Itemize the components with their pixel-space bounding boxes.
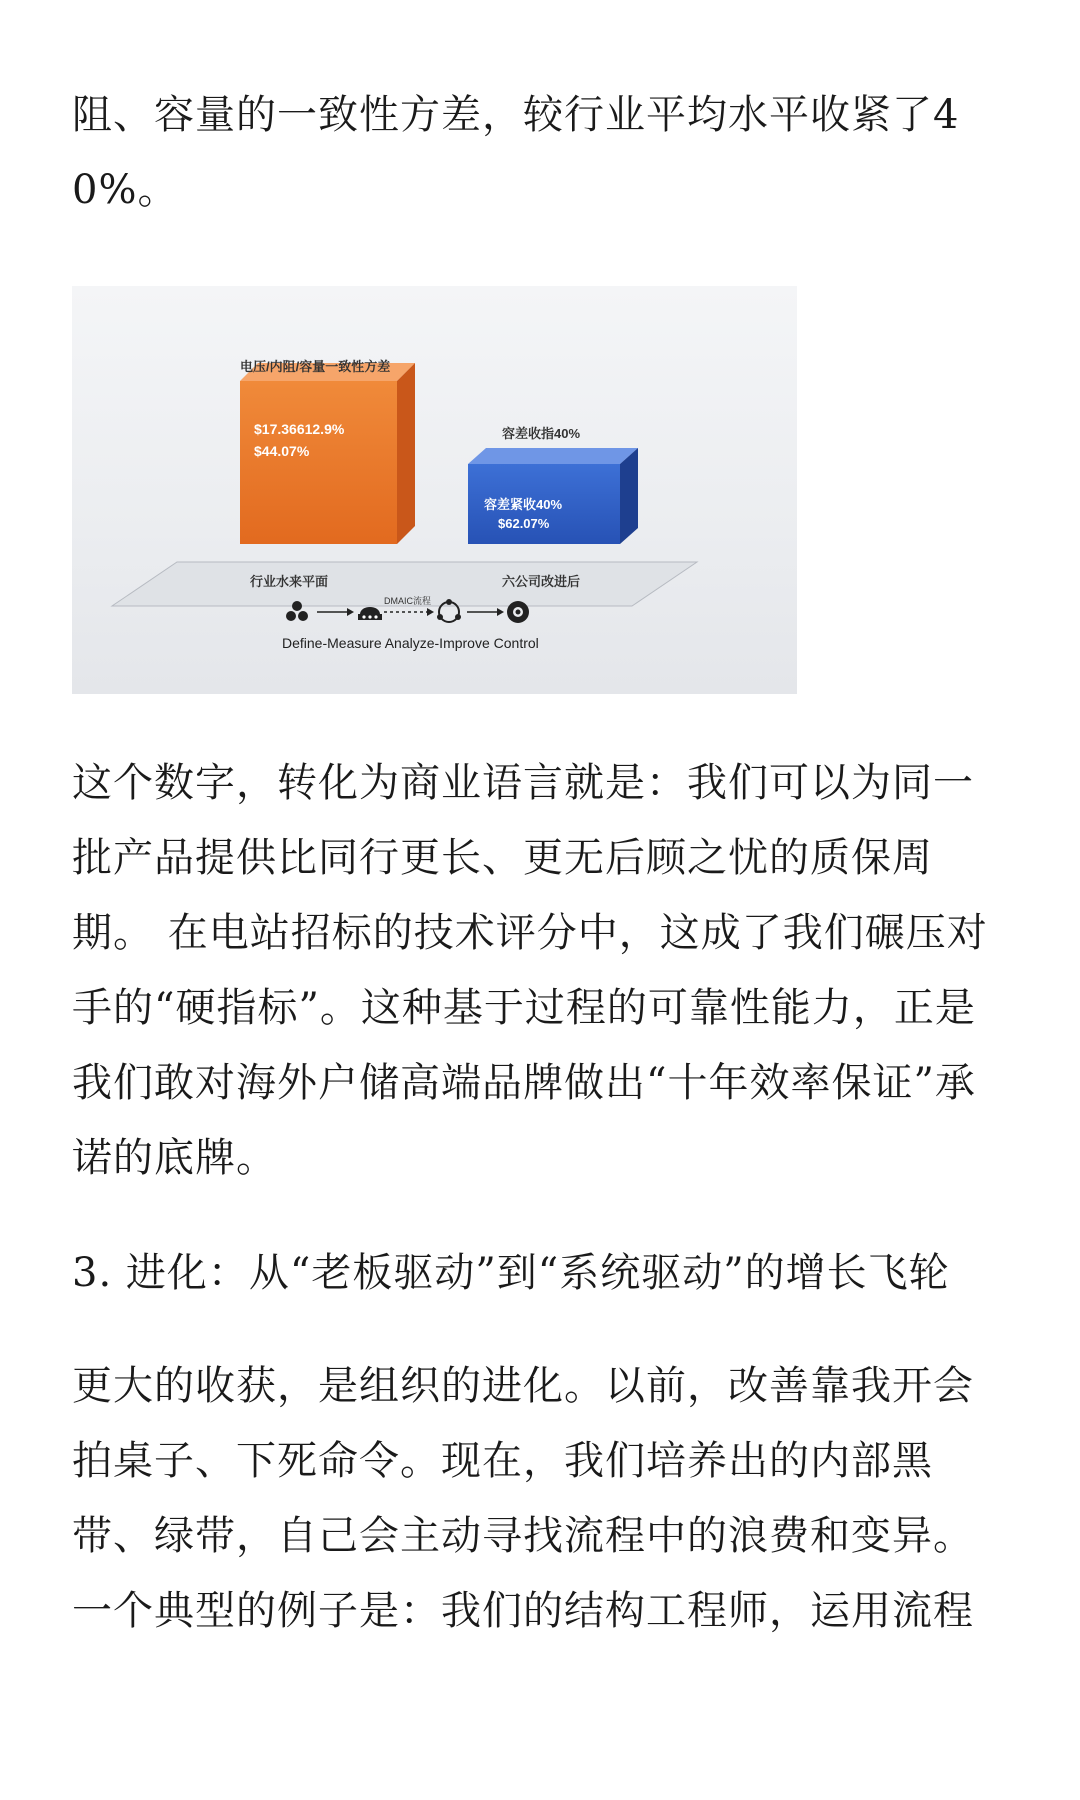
team-icon <box>358 607 382 620</box>
paragraph-evolution: 更大的收获，是组织的进化。以前，改善靠我开会拍桌子、下死命令。现在，我们培养出的内部黑带、绿带，自己会主动寻找流程中的浪费和变异。一个典型的例子是：我们的结构工程师，运用流程 <box>72 1363 974 1634</box>
gear-icon <box>507 601 529 623</box>
bar-industry-value-2: $44.07% <box>254 443 310 459</box>
chart-image <box>72 286 797 694</box>
bar-industry-value-1: $17.36612.9% <box>254 421 345 437</box>
bar-improved <box>468 448 638 544</box>
bar-improved-value-2: $62.07% <box>498 516 550 531</box>
bar-industry-title: 电压/内阻/容量一致性方差 <box>240 359 391 374</box>
article-body <box>72 78 1008 1649</box>
paragraph-business: 这个数字，转化为商业语言就是：我们可以为同一批产品提供比同行更长、更无后顾之忧的质保周期。 在电站招标的技术评分中，这成了我们碾压对手的“硬指标”。这种基于过程的可靠性能力，正是我们敢对海外户储高端品牌做出“十年效率保证”承诺的底牌。 <box>72 760 988 1181</box>
arrow-icon <box>317 608 354 616</box>
dmaic-badge: DMAIC流程 <box>384 596 431 606</box>
chart-svg <box>72 286 797 694</box>
arrow-icon <box>384 608 434 616</box>
bar-industry-base-label: 行业水来平面 <box>250 574 329 589</box>
section-heading: 3. 进化：从“老板驱动”到“系统驱动”的增长飞轮 <box>72 1250 950 1296</box>
bar-improved-value-1: 容差紧收40% <box>484 497 563 512</box>
process-caption: Define-Measure Analyze-Improve Control <box>282 635 539 651</box>
bar-improved-base-label: 六公司改进后 <box>502 574 581 589</box>
bar-improved-title: 容差收指40% <box>502 426 581 441</box>
paragraph-intro: 阻、容量的一致性方差，较行业平均水平收紧了40%。 <box>72 92 960 213</box>
arrow-icon <box>467 608 504 616</box>
